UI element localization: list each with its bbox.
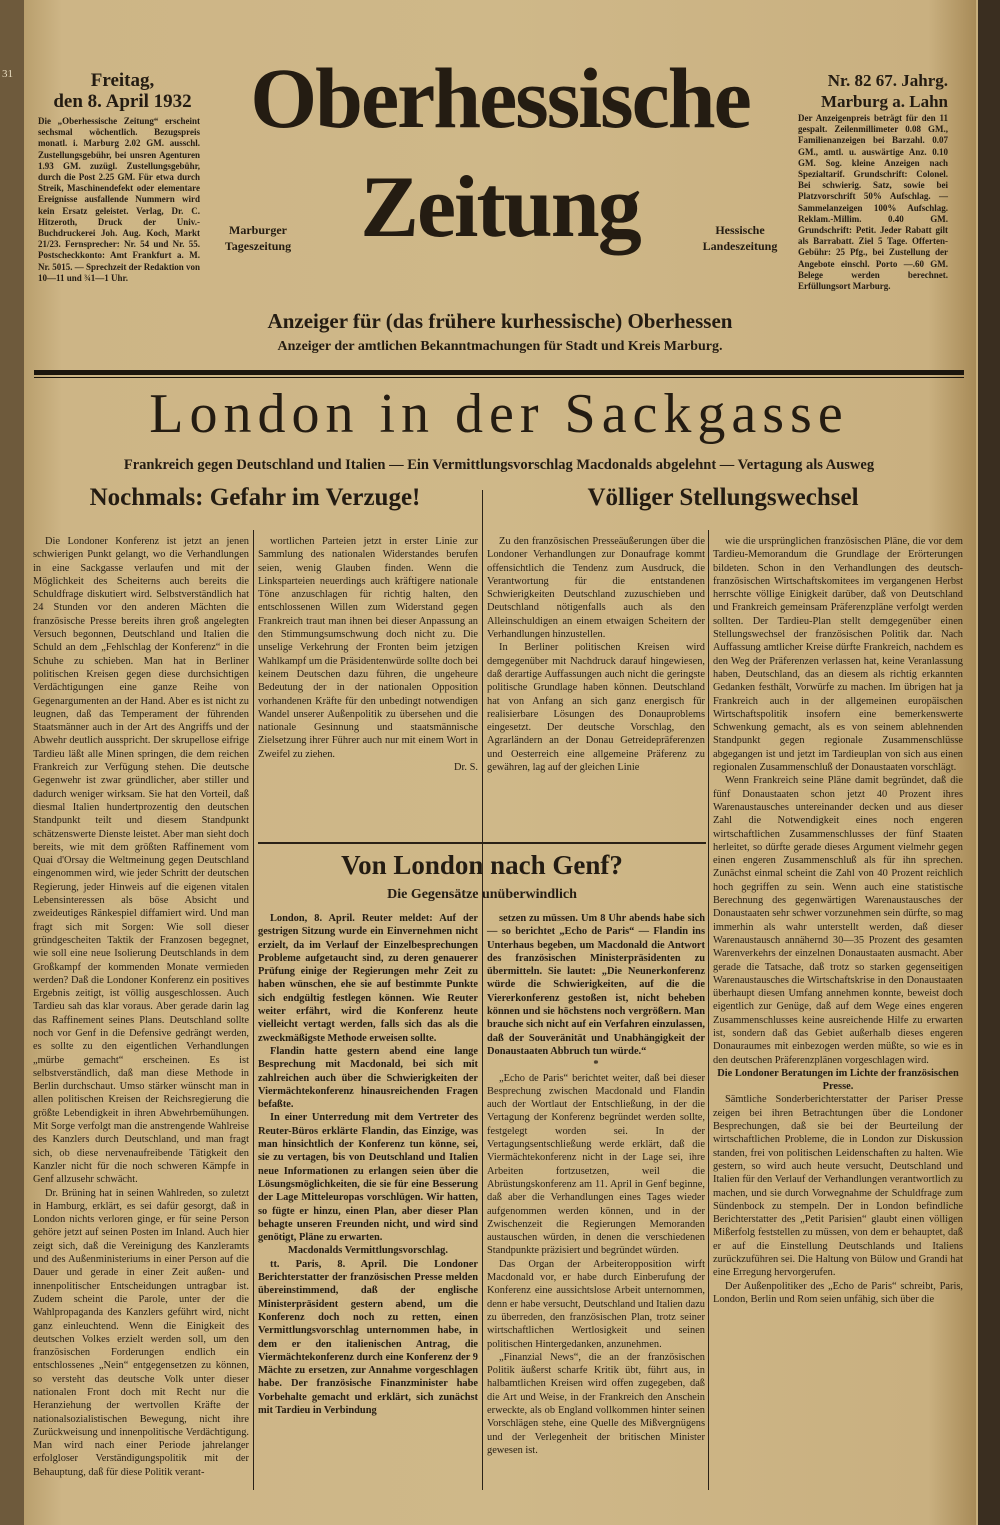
paragraph: Dr. Brüning hat in seinen Wahlreden, so zuletzt in Hamburg, erklärt, es sei dafür gesorgt, daß in London nichts verloren ginge, er für seine Person gehöre jetzt auf seinen Posten im Inland. Auch hier zeigt sich, daß die Vereinigung des Kanzleramts und des Außenministeriums in einer Person auf die Dauer und gerade in einer Zeit außen- und innenpolitischer Entscheidungen untragbar ist. Zudem scheint die Parole, unter der die Wahlpropaganda des Kanzlers geführt wird, nicht ganz einleuchtend. Wenn die Einigkeit des deutschen Volkes erzielt werden soll, um den französischen Forderungen endlich ein entschlossenes „Nein“ entgegensetzen zu können, so versteht das deutsche Volk unter dieser nationalen Front doch mit Recht nur die Heranziehung der wertvollen Kräfte der nationalsozialistischen Bewegung, nicht ihre Zurückweisung und innenpolitische Verdächtigung. Man wird nach einer Periode jahrelanger erfolgloser Verständigungspolitik mit der Behauptung, daß für diese Politik verant- — [33, 1187, 249, 1478]
column-rule — [482, 490, 483, 1490]
right-subtitle-line: Landeszeitung — [702, 239, 778, 253]
left-subtitle-line: Tageszeitung — [224, 239, 292, 253]
article-subtitle: Die Gegensätze unüberwindlich — [387, 887, 577, 902]
column-rule — [708, 530, 709, 1490]
advertising-rates: Der Anzeigenpreis beträgt für den 11 gespalt. Zeilenmillimeter 0.08 GM., Familienanzeigen bei Barzahl. 0.07 GM., amtl. u. auswärtige Anz. 0.10 GM. Sog. kleine Anzeigen nach Spezialtarif. Grundschrift: Colonel. Bei schwierig. Satz, sowie bei Platzvorschrift 50% Aufschlag. — Sammelanzeigen 100% Aufschlag. Reklam.-Millim. 0.40 GM. Grundschrift: Petit. Jeder Rabatt gilt als Barrabatt. Ziel 5 Tage. Offerten-Gebühr: 25 Pfg., bei Zustellung der Angebote einschl. Porto —.60 GM. Belege werden berechnet. Erfüllungsort Marburg. — [798, 113, 948, 292]
page-number: 31 — [2, 68, 13, 80]
left-subtitle — [208, 222, 308, 254]
lead-deck: Frankreich gegen Deutschland und Italien — Ein Vermittlungsvorschlag Macdonalds abgelehnt — Vertagung als Ausweg — [123, 457, 875, 473]
paragraph: Wenn Frankreich seine Pläne damit begründet, daß die fünf Donaustaaten schon jetzt 40 Prozent ihres Warenaustausches untereinander decken und aus dieser Zahl die Notwendigkeit eines noch engeren wirtschaftlichen Zusammenschlusses der fünf Staaten herleitet, so dürfte gerade dieses Argument vielmehr gegen einen engeren Zusammenschluß als für ihn sprechen. Zunächst einmal scheint die Zahl von 40 Prozent reichlich hoch gegriffen zu sein. Wenn auch eine statistische Berechnung des gegenwärtigen Warenaustausches der Donaustaaten sehr schwer vorzunehmen sein dürfte, so mag immerhin als wahr unterstellt werden, daß dieser Warenaustausch annähernd 30—35 Prozent des gesamten Warenverkehrs der einzelnen Donaustaaten ausmacht. Aber gerade die Tatsache, daß trotz so starken gegenseitigen Warenaustausches die Wirtschaftskrise in den Donaustaaten überhaupt diesen Umfang annehmen konnte, beweist doch eigentlich zur Genüge, daß auf dem Wege eines engeren Zusammenschlusses keine ausreichende Hilfe zu erwarten ist, sondern daß das Gebiet außerhalb dieses engeren Donauraumes mit einbezogen werden müßte, so wie es in den deutschen Präferenzplänen vorgeschlagen wird. — [713, 775, 963, 1066]
article2-column4 — [713, 535, 963, 1306]
column-subheading: * — [593, 1059, 599, 1071]
tagline: Anzeiger für (das frühere kurhessische) Oberhessen — [267, 309, 733, 333]
article-title: Nochmals: Gefahr im Verzuge! — [89, 484, 421, 511]
place: Marburg a. Lahn — [820, 92, 948, 111]
page-binding-edge — [978, 0, 1000, 1525]
paragraph: tt. Paris, 8. April. Die Londoner Berichterstatter der französischen Presse melden übereinstimmend, daß der englische Ministerpräsident gestern abend, um die Konferenz doch noch zu retten, einen Vermittlungsvorschlag unternommen habe, in dem er den italienischen Antrag, die Viermächtekonferenz durch eine Konferenz der 9 Mächte zu ersetzen, zur Annahme vorgeschlagen habe. Der französische Finanzminister habe Vorbehalte gemacht und erklärt, sich zunächst mit Tardieu in Verbindung — [258, 1258, 478, 1416]
issue-date — [40, 70, 205, 112]
article1-column1 — [33, 535, 249, 1479]
right-subtitle — [690, 222, 790, 254]
subscription-info: Die „Oberhessische Zeitung“ erscheint sechsmal wöchentlich. Bezugspreis monatl. i. Marburg 2.02 GM. ausschl. Zustellungsgebühr, bei unsren Agenturen 1.93 GM. zuzügl. Zustellungsgebühr, durch die Post 2.25 GM. Für etwa durch Streik, Maschinendefekt oder elementare Ereignisse ausfallende Nummern wird kein Ersatz geleistet. Verlag, Dr. C. Hitzeroth, Druck der Univ.-Buchdruckerei Joh. Aug. Koch, Markt 21/23. Fernsprecher: Nr. 54 und Nr. 55. Postscheckkonto: Amt Frankfurt a. M. Nr. 5015. — Sprechzeit der Redaktion von 10—11 und ¾1—1 Uhr. — [38, 116, 200, 283]
paragraph: London, 8. April. Reuter meldet: Auf der gestrigen Sitzung wurde ein Einvernehmen nicht erzielt, da im Verlauf der Einzelbesprechungen Probleme aufgetaucht sind, zu deren genauerer Prüfung einige der Regierungen mehr Zeit zu haben wünschen, ehe sie auf bestimmte Punkte sich endgültig festlegen können. Wie Reuter weiter erfährt, wird die Konferenz heute vielleicht vertagt werden, falls sich das als die zweckmäßigste Methode erweisen sollte. — [258, 913, 478, 1044]
paragraph: In einer Unterredung mit dem Vertreter des Reuter-Büros erklärte Flandin, das Einzige, was man hinsichtlich der Konferenz tun könne, sei, sie zu vertagen, bis von Deutschland und Italien neue Informationen zu erlangen seien über die Lösungsmöglichkeiten, die sie für eine Besserung der Lage Mitteleuropas vorschlügen. Wir hatten, so fügte er hinzu, einen Plan, aber dieser Plan behagte unseren Freunden nicht, und wird sind genötigt, Pläne zu erwarten. — [258, 1112, 478, 1244]
issue-info — [798, 70, 948, 112]
date: den 8. April 1932 — [53, 91, 192, 112]
paragraph: Zu den französischen Presseäußerungen über die Londoner Verhandlungen zur Donaufrage kommt offensichtlich die Tendenz zum Ausdruck, die Verantwortung für die entstandenen Schwierigkeiten Deutschland zuzuschieben und Deutschland nötigenfalls auch als den Alleinschuldigen an einem etwaigen Scheitern der Verhandlungen hinzustellen. — [487, 536, 705, 641]
tagline-2: Anzeiger der amtlichen Bekanntmachungen für Stadt und Kreis Marburg. — [277, 339, 723, 354]
masthead-title-2: Zeitung — [360, 159, 640, 256]
paragraph: Die Londoner Konferenz ist jetzt an jenen schwierigen Punkt gelangt, wo die Verhandlungen in eine Sackgasse verlaufen und mit der Möglichkeit des Scheiterns auch bereits die Schuldfrage diskutiert wird. Selbstverständlich hat 24 Stunden vor den anderen Mächten die französische Presse bereits ihren groß angelegten Versuch begonnen, Deutschland und Italien die Schuld an dem „Fehlschlag der Konferenz“ in die Schuhe zu schieben. Man hat in Berliner politischen Kreisen gegen diese durchsichtigen Verdächtigungen eine ganze Reihe von Gegenargumenten an der Hand. Aber es ist nicht zu leugnen, daß das Temperament der führenden Staatsmänner auch in der Art des Angriffs und der Abwehr deutlich ausspricht. Der skrupellose eifrige Tardieu läßt alle Minen springen, die dem reichen Frankreich zur Verfügung stehen. Die deutsche Gegenwehr ist zwar gründlicher, aber stiller und dadurch weniger wirksam. Sie hat den Vorteil, daß diesmal Italien hundertprozentig den deutschen Standpunkt teilt und diesem Standpunkt schätzenswerte Dienste leistet. Aber man sieht doch bereits, wie mit dem größten Raffinement vom Quai d'Orsay die Weltmeinung gegen Deutschland eingenommen wird, wie jeder Schritt der deutschen Regierung, jeder Hinweis auf die eigenen vitalen Lebensinteressen als böse Absicht und zweideutiges Ränkespiel diffamiert wird. Und man fragt sich mit Sorgen: Wie soll dieser gründgescheiten Taktik der Franzosen begegnet, wie soll eine neue Isolierung Deutschlands in dem Großkampf der kommenden Monate vermieden werden? Daß die Londoner Konferenz ein positives Ergebnis zeitigt, ist völlig ausgeschlossen. Auch Tardieu sah das klar voraus. Aber gerade darin lag das Raffinement seines Plans. Deutschland sollte noch vor Genf in die Defensive gedrängt werden, es sollte zu den eigentlichen Verhandlungen „mürbe gemacht“ erscheinen. Es ist selbstverständlich, daß man diese Methode in Berlin durchschaut. Umso stärker wünscht man in allen politischen Kreisen der Reichsregierung die größte Lebendigkeit in ihren Abwehrbemühungen. Mit Sorge verfolgt man die anstrengende Wahlreise des Kanzlers durch Deutschland, und man fragt sich, ob diese nervenaufreibende Tätigkeit den Kanzler nicht für die noch schweren Kämpfe in Genf allzusehr schwächt. — [33, 536, 249, 1186]
column-subheading: Die Londoner Beratungen im Lichte der französischen Presse. — [717, 1067, 959, 1093]
left-subtitle-line: Marburger — [229, 223, 287, 237]
article1-column2 — [258, 535, 478, 774]
paragraph: „Echo de Paris“ berichtet weiter, daß bei dieser Besprechung zwischen Macdonald und Flandin auch der Wortlaut der Entschließung, in der die Vertagung der Konferenz begründet werden sollte, festgelegt worden sei. In der Vertagungsentschließung werde erklärt, daß die Viermächtekonferenz nicht in der Lage sei, ihre Arbeiten fortzusetzen, weil die Abrüstungskonferenz am 11. April in Genf beginne, daß aber die Verhandlungen eines Tages wieder aufgenommen werden können, und in der Zwischenzeit die Regierungen Memoranden austauschen würden, in denen die verschiedenen Standpunkte präzisiert und begründet würden. — [487, 1072, 705, 1257]
article2-column3 — [487, 535, 705, 774]
right-subtitle-line: Hessische — [715, 223, 765, 237]
paragraph: Das Organ der Arbeiteropposition wirft Macdonald vor, er habe durch Einberufung der Konferenz eine aussichtslose Arbeit unternommen, denn er habe versucht, Deutschland und Italien dazu zu überreden, den französischen Plan, trotz seiner wirtschaftlichen Wertlosigkeit und seinen politischen Hintergedanken, anzunehmen. — [487, 1258, 705, 1350]
paragraph: setzen zu müssen. Um 8 Uhr abends habe sich — so berichtet „Echo de Paris“ — Flandin ins Unterhaus begeben, um Macdonald die Antwort des französischen Ministerpräsidenten zu übermitteln. Sie lautet: „Die Neunerkonferenz würde die Schwierigkeiten, auf die die Viererkonferenz gestoßen ist, nicht beheben können und sie höchstens noch vergrößern. Man brauche sich nicht auf ein Verfahren einzulassen, daß der Souveränität und Unabhängigkeit der Donaustaaten Abbruch tun würde.“ — [487, 913, 705, 1057]
issue-number: Nr. 82 67. Jahrg. — [827, 71, 948, 90]
article-title: Völliger Stellungswechsel — [587, 484, 859, 511]
paragraph: Dr. S. — [454, 762, 478, 774]
masthead-title: Oberhessische — [250, 50, 750, 146]
paragraph: In Berliner politischen Kreisen wird demgegenüber mit Nachdruck darauf hingewiesen, daß derartige Auffassungen auch nicht die geringste politische Grundlage haben können. Deutschland hat von Anfang an sich ganz energisch für realisierbare Lösungen des Donauproblems eingesetzt. Der deutsche Vorschlag, den Agrarländern an der Donau Getreidepräferenzen und Oesterreich eine allgemeine Präferenz zu gewähren, lag auf der gleichen Linie — [487, 642, 705, 774]
article-title: Von London nach Genf? — [341, 850, 623, 880]
lead-headline: London in der Sackgasse — [149, 383, 849, 445]
column-rule — [253, 530, 254, 1490]
weekday: Freitag, — [90, 70, 155, 91]
column-subheading: Macdonalds Vermittlungsvorschlag. — [288, 1245, 448, 1257]
paragraph: Sämtliche Sonderberichterstatter der Pariser Presse zeigen bei ihren Betrachtungen über die Londoner Besprechungen, daß sie bei der Beurteilung der wirtschaftlichen Probleme, die in London zur Diskussion standen, frei von politischen Leidenschaften zu halten. Wie gestern, so wird auch heute versucht, Deutschland und Italien für den Verlauf der Verhandlungen verantwortlich zu machen, und sie durch Vorwegnahme der Schuldfrage zum Sündenbock zu stempeln. Der in London befindliche Berichterstatter des „Petit Parisien“ glaubt einen völligen Mißerfolg feststellen zu müssen, von dem er behauptet, daß er auf die Einstellung Deutschlands und Italiens zurückzuführen sei. Die Haltung von Bülow und Grandi hat eine Erregung hervorgerufen. — [713, 1094, 963, 1279]
article3-column3 — [487, 912, 705, 1457]
article3-column2 — [258, 912, 478, 1417]
paragraph: Der Außenpolitiker des „Echo de Paris“ schreibt, Paris, London, Berlin und Rom seien unfähig, sich über die — [713, 1280, 963, 1305]
section-rule — [258, 842, 706, 844]
paragraph: Flandin hatte gestern abend eine lange Besprechung mit Macdonald, bei sich mit zahlreichen auch über die Schwierigkeiten der Viermächtekonferenz hinausreichenden Fragen befaßte. — [258, 1045, 478, 1111]
masthead-rule-thin — [34, 377, 964, 378]
adjacent-page-edge — [0, 0, 24, 1525]
paragraph: „Finanzial News“, die an der französischen Politik äußerst scharfe Kritik übt, führt aus, in halbamtlichen Kreisen wird offen zugegeben, daß die Art und Weise, in der Frankreich den Anschein erweckte, als ob England vollkommen hinter seinen Vorschlägen stehe, eine Quelle des Mißvergnügens und der Verlegenheit der britischen Minister gewesen ist. — [487, 1351, 705, 1456]
paragraph: wortlichen Parteien jetzt in erster Linie zur Sammlung des nationalen Widerstandes berufen seien, wenig Glauben finden. Wenn die Linksparteien neuerdings auch kräftigere nationale Töne anzuschlagen für richtig halten, den entschlossenen Willen zum Widerstand gegen Frankreich traut man ihnen bei dieser Anpassung an den Stimmungsumschwung doch nicht zu. Die unselige Verkehrung der Fronten beim jetzigen Wahlkampf um die Präsidentenwürde sollte doch bei keinem Deutschen dazu führen, die ungeheure Bedeutung der in der nationalen Opposition vorhandenen Kräfte für den unbedingt notwendigen Wandel unserer Außenpolitik zu übersehen und die nationale Gesinnung und staatsmännische Zielsetzung ihrer Führer auch nur mit einem Wort in Zweifel zu ziehen. — [258, 536, 478, 760]
paragraph: wie die ursprünglichen französischen Pläne, die vor dem Tardieu-Memorandum die Grundlage der Erörterungen bildeten. Schon in den Verhandlungen des deutsch-französischen Wirtschaftskomitees im vergangenen Herbst herrschte völlige Einigkeit darüber, daß von Deutschland und Frankreich gemeinsam Präferenzpläne verfolgt werden sollten. Der Tardieu-Plan stellt demgegenüber einen Stellungswechsel der französischen Politik dar. Nach Auffassung amtlicher Kreise dürfte Frankreich, nachdem es den Weg der Präferenzen verlassen hat, keine Veranlassung haben, Deutschland, das an diesem als richtig erkannten Gedanken festhält, Vorwürfe zu machen. Im übrigen hat ja Frankreich auch in der allgemeinen europäischen Wirtschaftspolitik insofern eine bemerkenswerte Schwenkung gemacht, als es von seinem ablehnenden Standpunkt gegen regionale Zusammenschlüsse abgegangen ist und jetzt im Tardieuplan von sich aus einen regionalen Zusammenschluß der Donaustaaten vorschlägt. — [713, 536, 963, 774]
masthead-rule — [34, 370, 964, 375]
